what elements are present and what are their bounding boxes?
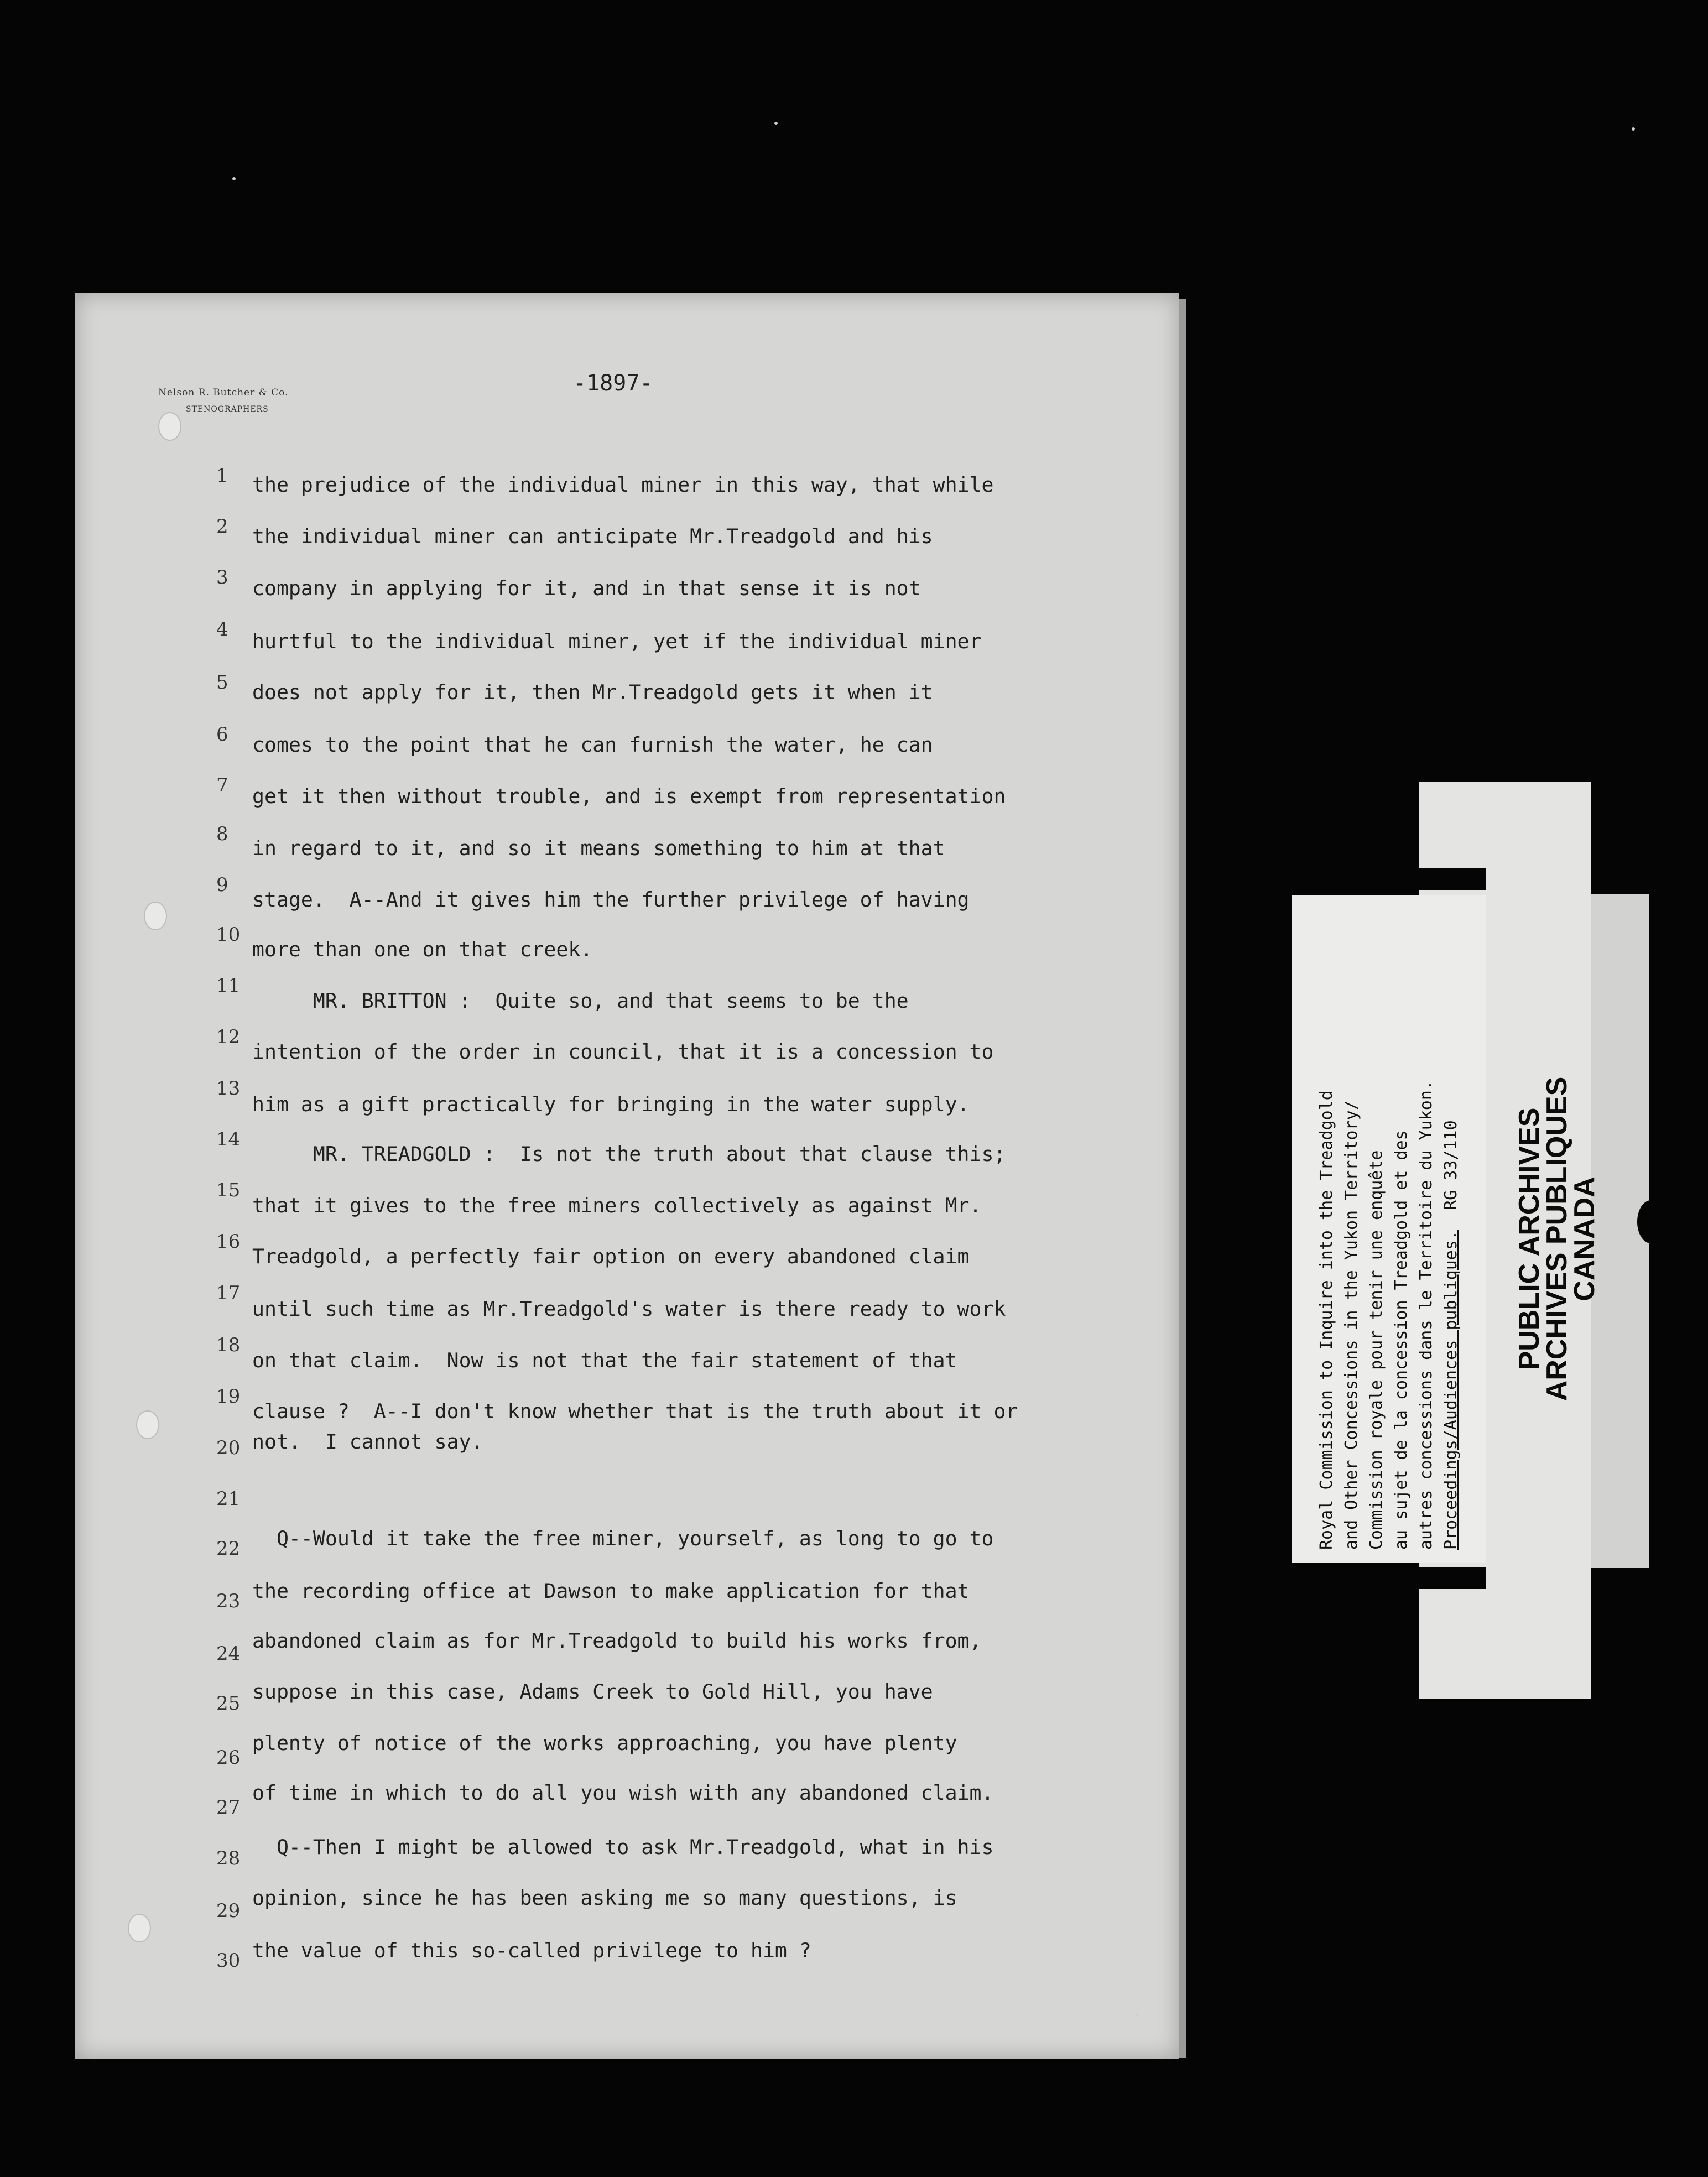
dust-speck [1632, 127, 1635, 131]
line-number: 7 [216, 774, 228, 796]
page-edge [1179, 299, 1186, 2058]
letterhead-role: STENOGRAPHERS [186, 405, 269, 414]
transcript-line: Q--Would it take the free miner, yourself, as long to go to [252, 1527, 994, 1550]
document-page [75, 293, 1179, 2059]
transcript-line: that it gives to the free miners collectively as against Mr. [252, 1194, 982, 1217]
letterhead-firm: Nelson R. Butcher & Co. [158, 387, 289, 398]
transcript-line: in regard to it, and so it means something to him at that [252, 836, 945, 860]
label-line: Commission royale pour tenir une enquête [1367, 1150, 1386, 1550]
line-number: 2 [216, 515, 228, 538]
stamp-line: ARCHIVES PUBLIQUES [1541, 1076, 1573, 1402]
line-number: 22 [216, 1538, 241, 1560]
transcript-line: abandoned claim as for Mr.Treadgold to build his works from, [252, 1629, 982, 1653]
line-number: 9 [216, 874, 228, 896]
dust-speck [232, 177, 236, 180]
label-line: Royal Commission to Inquire into the Treadgold [1317, 1090, 1336, 1550]
line-number: 25 [216, 1692, 241, 1715]
transcript-line: of time in which to do all you wish with any abandoned claim. [252, 1781, 994, 1805]
line-number: 30 [216, 1950, 241, 1972]
label-line-underlined: Proceedings/Audiences publiques. [1441, 1230, 1461, 1550]
transcript-line: stage. A--And it gives him the further privilege of having [252, 888, 970, 912]
line-number: 20 [216, 1437, 241, 1459]
record-group-ref: RG 33/110 [1441, 1120, 1461, 1210]
line-number: 11 [216, 975, 241, 997]
line-number: 13 [216, 1077, 241, 1100]
transcript-line: suppose in this case, Adams Creek to Gold Hill, you have [252, 1680, 933, 1704]
archive-label-text [1314, 908, 1464, 1550]
transcript-line: intention of the order in council, that it is a concession to [252, 1040, 994, 1064]
dust-speck [774, 122, 778, 125]
line-number: 27 [216, 1796, 241, 1819]
transcript-line: not. I cannot say. [252, 1430, 483, 1454]
punch-hole [158, 412, 181, 441]
transcript-line: on that claim. Now is not that the fair statement of that [252, 1348, 957, 1372]
line-number: 12 [216, 1026, 241, 1048]
label-line: au sujet de la concession Treadgold et des [1392, 1130, 1411, 1550]
line-number: 16 [216, 1231, 241, 1253]
transcript-line: until such time as Mr.Treadgold's water is there ready to work [252, 1297, 1006, 1321]
punch-hole [128, 1914, 151, 1942]
punch-hole [144, 902, 167, 930]
transcript-line: Treadgold, a perfectly fair option on every abandoned claim [252, 1244, 970, 1268]
transcript-line: the recording office at Dawson to make application for that [252, 1579, 970, 1603]
dust-speck [1135, 2013, 1138, 2017]
line-number: 14 [216, 1128, 241, 1150]
strip-notch [1637, 1200, 1665, 1243]
line-number: 23 [216, 1590, 241, 1612]
transcript-line: MR. BRITTON : Quite so, and that seems to be the [252, 989, 909, 1013]
line-number: 8 [216, 823, 228, 845]
tab-cutout [1419, 1567, 1486, 1589]
line-number: 10 [216, 924, 241, 946]
label-line: autres concessions dans le Territoire du Yukon. [1417, 1080, 1436, 1550]
stamp-line: CANADA [1569, 1176, 1601, 1301]
transcript-line: more than one on that creek. [252, 938, 593, 961]
page-number: -1897- [573, 371, 653, 396]
line-number: 21 [216, 1488, 241, 1510]
transcript-line: MR. TREADGOLD : Is not the truth about that clause this; [252, 1142, 1006, 1166]
line-number: 4 [216, 618, 228, 640]
label-line: and Other Concessions in the Yukon Territory/ [1342, 1100, 1361, 1550]
transcript-line: comes to the point that he can furnish the water, he can [252, 733, 933, 757]
line-number: 18 [216, 1334, 241, 1356]
tab-cutout [1419, 868, 1486, 890]
transcript-line: hurtful to the individual miner, yet if the individual miner [252, 629, 982, 653]
line-number: 28 [216, 1847, 241, 1869]
transcript-line: clause ? A--I don't know whether that is the truth about it or [252, 1399, 1018, 1423]
transcript-line: the prejudice of the individual miner in this way, that while [252, 473, 994, 497]
transcript-line: Q--Then I might be allowed to ask Mr.Treadgold, what in his [252, 1835, 994, 1859]
transcript-line: get it then without trouble, and is exempt from representation [252, 784, 1006, 808]
line-number: 6 [216, 723, 228, 746]
line-number: 17 [216, 1282, 241, 1304]
archive-label [1292, 895, 1486, 1563]
transcript-line: opinion, since he has been asking me so many questions, is [252, 1886, 957, 1910]
line-number: 29 [216, 1900, 241, 1922]
line-number: 15 [216, 1179, 241, 1201]
letterhead [158, 384, 289, 418]
transcript-line: the value of this so-called privilege to him ? [252, 1939, 811, 1962]
transcript-line: company in applying for it, and in that sense it is not [252, 576, 921, 600]
punch-hole [136, 1410, 159, 1439]
line-number: 19 [216, 1386, 241, 1408]
transcript-line: does not apply for it, then Mr.Treadgold gets it when it [252, 680, 933, 704]
stamp-line: PUBLIC ARCHIVES [1513, 1107, 1545, 1371]
archives-stamp [1510, 1018, 1604, 1460]
line-number: 3 [216, 566, 228, 588]
line-number: 1 [216, 465, 228, 487]
transcript-line: him as a gift practically for bringing in the water supply. [252, 1092, 970, 1116]
transcript-line: the individual miner can anticipate Mr.Treadgold and his [252, 524, 933, 548]
line-number: 5 [216, 671, 228, 694]
transcript-line: plenty of notice of the works approaching, you have plenty [252, 1731, 957, 1755]
line-number: 26 [216, 1747, 241, 1769]
archives-stamp-text [1513, 1018, 1601, 1460]
line-number: 24 [216, 1643, 241, 1665]
